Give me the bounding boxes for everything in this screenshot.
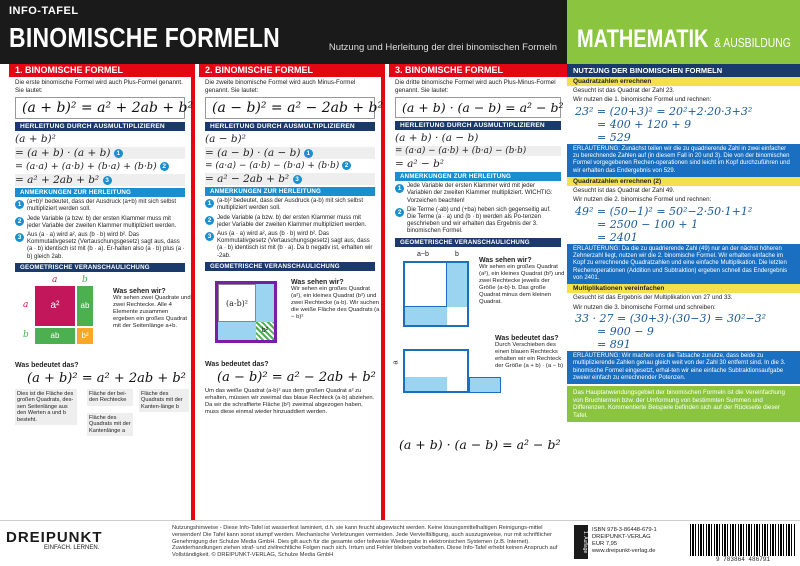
note-item bbox=[15, 199, 185, 213]
see-question: Was sehen wir? bbox=[479, 256, 532, 264]
section-text: Gesucht ist das Quadrat der Zahl 49. bbox=[573, 187, 675, 194]
column-title: 3. BINOMISCHE FORMEL bbox=[389, 64, 567, 77]
side-label-b: b bbox=[23, 329, 29, 340]
derive-step bbox=[15, 174, 185, 186]
logo-text: DREIPUNKT bbox=[6, 529, 103, 546]
derive-step bbox=[15, 161, 185, 172]
derive-step bbox=[205, 147, 375, 159]
step-text: = (a − b) · (a − b) bbox=[205, 147, 301, 160]
brand-suffix: & AUSBILDUNG bbox=[714, 35, 791, 50]
square-b2-hatched: b² bbox=[256, 322, 274, 340]
step-text: = a² − 2ab + b² bbox=[205, 173, 290, 186]
calc-line: = 900 − 9 bbox=[597, 325, 654, 339]
publisher-logo bbox=[6, 529, 103, 551]
calc-line: 23² = (20+3)² = 20²+2·20·3+3² bbox=[575, 104, 753, 118]
intro-text: Die dritte binomische Formel wird auch Plus-Minus-Formel genannt. Sie lautet: bbox=[395, 79, 556, 94]
label-b: b bbox=[455, 250, 459, 258]
marker-3-icon: 3 bbox=[15, 233, 24, 242]
rect-ab-bottom bbox=[218, 322, 256, 340]
edition-badge: 1. Auflage bbox=[574, 525, 588, 559]
mean-question: Was bedeutet das? bbox=[15, 361, 79, 369]
header-bar bbox=[0, 0, 567, 64]
logo-tagline: EINFACH. LERNEN. bbox=[44, 545, 100, 551]
marker-2-icon: 2 bbox=[342, 161, 351, 170]
mean-question: Was bedeutet das? bbox=[205, 360, 269, 368]
derive-step: (a + b)² bbox=[15, 133, 56, 146]
page-title: BINOMISCHE FORMELN bbox=[9, 22, 281, 53]
derive-step bbox=[15, 147, 185, 159]
calc-line: = 529 bbox=[597, 130, 631, 144]
derive-heading: HERLEITUNG DURCH AUSMULTIPLIZIEREN bbox=[395, 121, 561, 130]
explanation-box: ERLÄUTERUNG: Da die zu quadrierende Zahl (49) nur an der nächst höheren Zehnerzahl liegt, nutzen wir die 2. binomische Formel. Wir erhalten einfache im Kopf zu errechnende Quadratzahlen und eine einfache Multiplikation. Die letzten Rechenoperationen (Addition und Subtraktion) ergeben schnell das Endergebnis von 2401. bbox=[567, 244, 800, 284]
note-item bbox=[15, 232, 185, 261]
header-subtitle: Nutzung und Herleitung der drei binomischen Formeln bbox=[328, 42, 557, 53]
see-text: Wir sehen ein großes Quadrat (a²), ein kleines Quadrat (b²) und zwei Rechtecke jeweils der Größe (a-b)·b. Das große Quadrat minus dem kleinen Quadrat. bbox=[479, 263, 565, 305]
marker-1-icon: 1 bbox=[15, 200, 24, 209]
rect-moved bbox=[469, 377, 501, 393]
marker-2-icon: 2 bbox=[160, 162, 169, 171]
notes-heading: ANMERKUNGEN ZUR HERLEITUNG bbox=[205, 187, 375, 196]
mean-formula: (a + b)² = a² + 2ab + b² bbox=[27, 370, 186, 386]
note-text: Jede Variable der ersten Klammer wird mit jeder Variablen der zweiten Klammer multipliziert. WICHTIG: Vorzeichen beachten! bbox=[407, 183, 553, 204]
geo-heading: GEOMETRISCHE VERANSCHAULICHUNG bbox=[15, 263, 185, 272]
square-amb2: (a-b)² bbox=[218, 284, 256, 322]
calc-line: = 891 bbox=[597, 338, 631, 352]
mean-text: Um das weiße Quadrat (a-b)² aus dem großen Quadrat a² zu erhalten, müssen wir zweimal das blaue Rechteck (a·b) abziehen. Da wir die schraffierte Fläche (b²) zweimal abgezogen haben, muss diese einmal wieder hinzuaddiert werden. bbox=[205, 387, 375, 415]
derive-step: (a + b) · (a − b) bbox=[395, 132, 479, 145]
side-label-a: a bbox=[52, 274, 58, 285]
marker-3-icon: 3 bbox=[293, 175, 302, 184]
column-formula-1 bbox=[9, 64, 195, 520]
side-label-a: a bbox=[23, 299, 29, 310]
geo-heading: GEOMETRISCHE VERANSCHAULICHUNG bbox=[395, 238, 561, 247]
notes-heading: ANMERKUNGEN ZUR HERLEITUNG bbox=[395, 172, 561, 181]
rect-ab-right: ab bbox=[77, 286, 93, 326]
explanation-box: ERLÄUTERUNG: Zunächst teilen wir die zu quadrierende Zahl in zwei einfacher zu berechnende Zahlen auf (in diesem Fall in 20 und 3). Die von der binomischen Formel vorgegebenen Rechen-operationen sind leicht im Kopf durchzuführen und wir erhalten das Endergebnis von 529. bbox=[567, 144, 800, 177]
intro-text: Die zweite binomische Formel wird auch Minus-Formel genannt. Sie lautet: bbox=[205, 79, 356, 94]
see-question: Was sehen wir? bbox=[113, 287, 166, 295]
notes-heading: ANMERKUNGEN ZUR HERLEITUNG bbox=[15, 188, 185, 197]
square-b2: b² bbox=[77, 328, 93, 344]
brand-bar bbox=[567, 0, 800, 64]
calc-line: 49² = (50−1)² = 50²−2·50·1+1² bbox=[575, 204, 753, 218]
see-text: Wir sehen ein großes Quadrat (a²), ein kleines Quadrat (b²) und zwei Rechtecke (a·b). Wir suchen die weiße Fläche des Quadrats (a − b)² bbox=[291, 285, 380, 320]
note-item bbox=[15, 216, 185, 230]
step-text: = a² + 2ab + b² bbox=[15, 174, 100, 187]
step-text: = (a·a) − (a·b) − (b·a) + (b·b) bbox=[205, 161, 340, 172]
label-amb: a−b bbox=[417, 250, 429, 258]
see-box bbox=[291, 279, 381, 321]
square-amb bbox=[405, 263, 447, 307]
marker-1-icon: 1 bbox=[304, 149, 313, 158]
usage-column bbox=[567, 64, 800, 520]
label-group bbox=[15, 389, 185, 447]
footer bbox=[0, 520, 800, 566]
label-large-square: Dies ist die Fläche des großen Quadrats, des-sen Seitenlänge aus den Werten a und b besteht. bbox=[15, 389, 77, 426]
summary-box: Das Hauptanwendungsgebiet der binomischen Formeln ist die Vereinfachung von Bruchtermen bzw. der Umformung von bestimmten Summen und Differenzen. Kommentierte Beispiele befinden sich auf der Rückseite dieser Tafel. bbox=[567, 386, 800, 422]
see-text: Wir sehen zwei Quadrate und zwei Rechtecke. Alle 4 Elemente zusammen ergeben ein großes Quadrat mit der Seitenlänge a+b. bbox=[113, 294, 191, 329]
rect-ab-right bbox=[256, 284, 274, 322]
intro-text: Die erste binomische Formel wird auch Plus-Formel genannt. Sie lautet: bbox=[15, 79, 183, 94]
isbn-block bbox=[592, 527, 657, 555]
marker-3-icon: 3 bbox=[205, 232, 214, 241]
marker-1-icon: 1 bbox=[114, 149, 123, 158]
section-heading: Quadratzahlen errechnen (2) bbox=[567, 177, 800, 186]
section-text: Wir nutzen die 2. binomische Formel und rechnen: bbox=[573, 196, 712, 204]
header-kicker: INFO-TAFEL bbox=[9, 5, 79, 17]
rect-bottom bbox=[405, 307, 447, 325]
brand-name: MATHEMATIK bbox=[577, 25, 709, 53]
column-formula-2 bbox=[199, 64, 385, 520]
calc-line: = 2500 − 100 + 1 bbox=[597, 217, 699, 231]
main-formula: (a + b) · (a − b) = a² − b² bbox=[395, 97, 561, 118]
note-text: Aus (a · a) wird a², aus (b · b) wird b². Das Kommutativgesetz (Vertauschungsgesetz) sagt aus, dass (a · b) identisch ist mit (b · a). Er-halten also (a · b) plus (a · b) gleich 2ab. bbox=[27, 232, 185, 260]
label-square-b: Fläche des Quadrats mit der Kanten-länge b bbox=[139, 389, 189, 413]
note-item bbox=[205, 215, 375, 229]
barcode-number: 9 783864 486791 bbox=[690, 556, 796, 565]
isbn-line: EUR 7,95 bbox=[592, 541, 618, 547]
label-square-a: Fläche des Quadrats mit der Kantenlänge a bbox=[87, 413, 133, 437]
column-title: 2. BINOMISCHE FORMEL bbox=[199, 64, 381, 77]
rect-right bbox=[447, 263, 467, 307]
marker-2-icon: 2 bbox=[205, 216, 214, 225]
square-b-removed bbox=[447, 307, 467, 325]
rect-ab-bottom: ab bbox=[35, 328, 75, 344]
see-box bbox=[113, 288, 191, 330]
derive-step: (a − b)² bbox=[205, 133, 246, 146]
marker-2-icon: 2 bbox=[395, 208, 404, 217]
usage-title: NUTZUNG DER BINOMISCHEN FORMELN bbox=[567, 64, 800, 77]
note-text: (a+b)² bedeutet, dass der Ausdruck (a+b) mit sich selbst multipliziert werden soll. bbox=[27, 199, 177, 213]
section-text: Wir nutzen die 1. binomische Formel und rechnen: bbox=[573, 96, 712, 104]
main-formula: (a − b)² = a² − 2ab + b² bbox=[205, 97, 375, 119]
marker-3-icon: 3 bbox=[103, 176, 112, 185]
derive-step: = a² − b² bbox=[395, 158, 445, 171]
isbn-line: www.dreipunkt-verlag.de bbox=[592, 548, 656, 554]
calc-line: 33 · 27 = (30+3)·(30−3) = 30²−3² bbox=[575, 312, 767, 326]
derive-step bbox=[205, 173, 375, 185]
main-formula: (a + b)² = a² + 2ab + b² bbox=[15, 97, 185, 119]
isbn-line: ISBN 978-3-86448-679-1 bbox=[592, 527, 657, 533]
explanation-box: ERLÄUTERUNG: Wir machen uns die Tatsache zunutze, dass beide zu multiplizierende Zahlen genau gleich weit von der Zahl 30 entfernt sind. In die 3. binomische Formel eingesetzt, erhal-ten wir eine einfache Subtraktionsaufgabe zweier einfach zu errechnender Potenzen. bbox=[567, 351, 800, 384]
rect-bottom-lower bbox=[405, 377, 447, 391]
section-text: Wir nutzen die 3. binomische Formel und schreiben: bbox=[573, 303, 716, 311]
step-text: = (a·a) + (a·b) + (b·a) + (b·b) bbox=[15, 161, 157, 173]
square-a2: a² bbox=[35, 286, 75, 326]
see-question: Was sehen wir? bbox=[291, 278, 344, 286]
note-text: Jede Variable (a bzw. b) der ersten Klammer muss mit jeder Variable der zweiten Klammer multipliziert werden. bbox=[217, 214, 367, 228]
brand-title bbox=[577, 25, 791, 54]
mean-question: Was bedeutet das? bbox=[495, 334, 559, 342]
note-item bbox=[395, 183, 561, 205]
note-item bbox=[205, 231, 375, 260]
geo-heading: GEOMETRISCHE VERANSCHAULICHUNG bbox=[205, 262, 375, 271]
label-a: a bbox=[392, 360, 400, 365]
derive-heading: HERLEITUNG DURCH AUSMULTIPLIZIEREN bbox=[205, 122, 375, 131]
note-text: (a-b)² bedeutet, dass der Ausdruck (a-b) mit sich selbst multipliziert werden soll. bbox=[217, 198, 364, 212]
bottom-formula: (a + b) · (a − b) = a² − b² bbox=[399, 436, 561, 452]
see-box bbox=[479, 257, 565, 306]
column-title: 1. BINOMISCHE FORMEL bbox=[9, 64, 191, 77]
note-item bbox=[395, 207, 561, 236]
marker-2-icon: 2 bbox=[15, 217, 24, 226]
label-rectangles: Fläche der bei-den Rechtecke bbox=[87, 389, 133, 406]
section-text: Gesucht ist das Ergebnis der Multiplikation von 27 und 33. bbox=[573, 294, 733, 302]
step-text: = (a + b) · (a + b) bbox=[15, 147, 111, 160]
mean-box bbox=[495, 335, 567, 370]
mean-formula: (a − b)² = a² − 2ab + b² bbox=[217, 369, 376, 385]
mean-text: Durch Verschieben des einen blauen Rechtecks erhalten wir ein Rechteck der Größe (a + b) · (a − b) bbox=[495, 341, 564, 369]
section-heading: Quadratzahlen errechnen bbox=[567, 77, 800, 86]
note-text: Jede Variable (a bzw. b) der ersten Klammer muss mit jeder Variable der zweiten Klammer multipliziert werden. bbox=[27, 215, 177, 229]
calc-line: = 400 + 120 + 9 bbox=[597, 117, 692, 131]
usage-notice: Nutzungshinweise - Diese Info-Tafel ist wasserfest laminiert, d.h. sie kann feucht abgewischt werden. Keine lösungsmittelhaltigen Reinigungs-mittel verwenden! Die Tafel kann sonst stumpf werden. Mechanische Verletzungen vermeiden. Jede Vervielfältigung, auch auszugsweise, nur mit schriftlicher Genehmigung der Schulze Media GmbH. Dies gilt auch für die gesamte oder teilweise Wiedergabe in elektronischen Systemen (z.B. Internet). Zuwiderhandlungen ziehen straf- und zivilrechtliche Folgen nach sich. Irrtum und Fehler bleiben vorbehalten. Diese Info-Tafel erhebt keinen Anspruch auf Vollständigkeit. © DREIPUNKT-VERLAG, Schulze Media GmbH bbox=[172, 525, 558, 559]
column-formula-3 bbox=[389, 64, 567, 520]
geo-figure bbox=[392, 249, 565, 437]
section-text: Gesucht ist das Quadrat der Zahl 23. bbox=[573, 87, 675, 94]
marker-1-icon: 1 bbox=[395, 184, 404, 193]
note-text: Aus (a · a) wird a², aus (b · b) wird b². Das Kommutativgesetz (Vertauschungsgesetz) sagt aus, dass (a · b) identisch ist mit (b · a). Da b negativ ist, erhalten wir -2ab. bbox=[217, 231, 373, 259]
note-text: Die Terme (-ab) und (+ba) heben sich gegenseitig auf. Die Terme (a · a) und (b · b) werden als Po-tenzen geschrieben und wir erhalten das Ergebnis der 3. binomischen Formel. bbox=[407, 206, 551, 235]
calc-line: = 2401 bbox=[597, 230, 638, 244]
derive-step: = (a·a) − (a·b) + (b·a) − (b·b) bbox=[395, 146, 561, 156]
geo-figure bbox=[205, 273, 380, 361]
derive-step bbox=[205, 161, 375, 171]
marker-1-icon: 1 bbox=[205, 199, 214, 208]
side-label-b: b bbox=[82, 274, 88, 285]
note-item bbox=[205, 198, 375, 212]
isbn-line: DREIPUNKT-VERLAG bbox=[592, 534, 651, 540]
geo-figure bbox=[15, 274, 191, 362]
derive-heading: HERLEITUNG DURCH AUSMULTIPLIZIEREN bbox=[15, 122, 185, 131]
section-heading: Multiplikationen vereinfachen bbox=[567, 284, 800, 293]
